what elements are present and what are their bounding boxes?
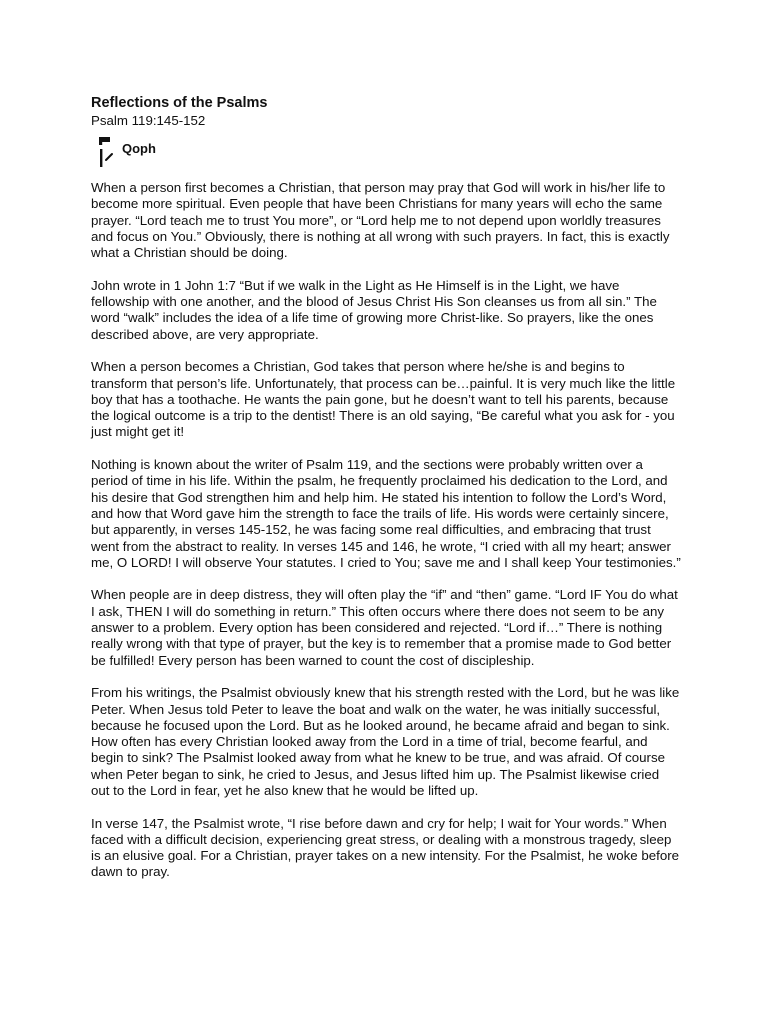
paragraph: John wrote in 1 John 1:7 “But if we walk in the Light as He Himself is in the Light, we have fellowship with one another, and the blood of Jesus Christ His Son cleanses us from all sin.” The word “walk” includes the idea of a life time of growing more Christ-like. So prayers, like the ones described above, are very appropriate. [91,277,657,342]
document-subtitle: Psalm 119:145-152 [91,113,206,128]
paragraph: From his writings, the Psalmist obviously knew that his strength rested with the Lord, but he was like Peter. When Jesus told Peter to leave the boat and walk on the water, he was initially successful, because he focused upon the Lord. But as he looked around, he became afraid and began to sink. How often has every Christian looked away from the Lord in a time of trial, become fearful, and begin to sink? The Psalmist looked away from what he knew to be true, and was afraid. Of course when Peter began to sink, he cried to Jesus, and Jesus lifted him up. The Psalmist likewise cried out to the Lord in fear, yet he also knew that he would be lifted up. [91,685,680,798]
paragraph: Nothing is known about the writer of Psalm 119, and the sections were probably written over a period of time in his life. Within the psalm, he frequently proclaimed his dedication to the Lord, and his desire that God strengthen him and help him. He stated his intention to follow the Lord’s Word, and how that Word gave him the strength to face the trails of life. His words were certainly sincere, but apparently, in verses 145-152, he was facing some real difficulties, and embracing that trust went from the abstract to reality. In verses 145 and 146, he wrote, “I cried with all my heart; answer me, O LORD! I will observe Your statutes. I cried to You; save me and I shall keep Your testimonies.” [91,457,681,570]
body-text [91,180,681,881]
document-page [91,94,681,897]
paragraph: In verse 147, the Psalmist wrote, “I rise before dawn and cry for help; I wait for Your words.” When faced with a difficult decision, experiencing great stress, or dealing with a monstrous tragedy, sleep is an elusive goal. For a Christian, prayer takes on a new intensity. For the Psalmist, he woke before dawn to pray. [91,815,680,880]
paragraph: When a person first becomes a Christian, that person may pray that God will work in his/her life to become more spiritual. Even people that have been Christians for many years will echo the same prayer. “Lord teach me to trust You more”, or “Lord help me to not depend upon worldly treasures and focus on You.” Obviously, there is nothing at all wrong with such prayers. In fact, this is exactly what a Christian should be doing. [91,180,670,261]
paragraph: When a person becomes a Christian, God takes that person where he/she is and begins to transform that person’s life. Unfortunately, that process can be…painful. It is very much like the little boy that has a toothache. He wants the pain gone, but he doesn’t want to tell his parents, because the logical outcome is a trip to the dentist! There is an old saying, “Be careful what you ask for - you just might get it! [91,359,676,440]
paragraph: When people are in deep distress, they will often play the “if” and “then” game. “Lord IF You do what I ask, THEN I will do something in return.” This often occurs where there does not seem to be any answer to a problem. Every option has been considered and rejected. “Lord if…” There is nothing really wrong with that type of prayer, but the key is to remember that a promise made to God better be fulfilled! Every person has been warned to count the cost of discipleship. [91,587,678,668]
hebrew-letter-qoph-icon [97,136,119,168]
document-title: Reflections of the Psalms [91,95,268,111]
hebrew-letter-name: Qoph [122,140,156,156]
hebrew-letter-heading [91,134,681,170]
